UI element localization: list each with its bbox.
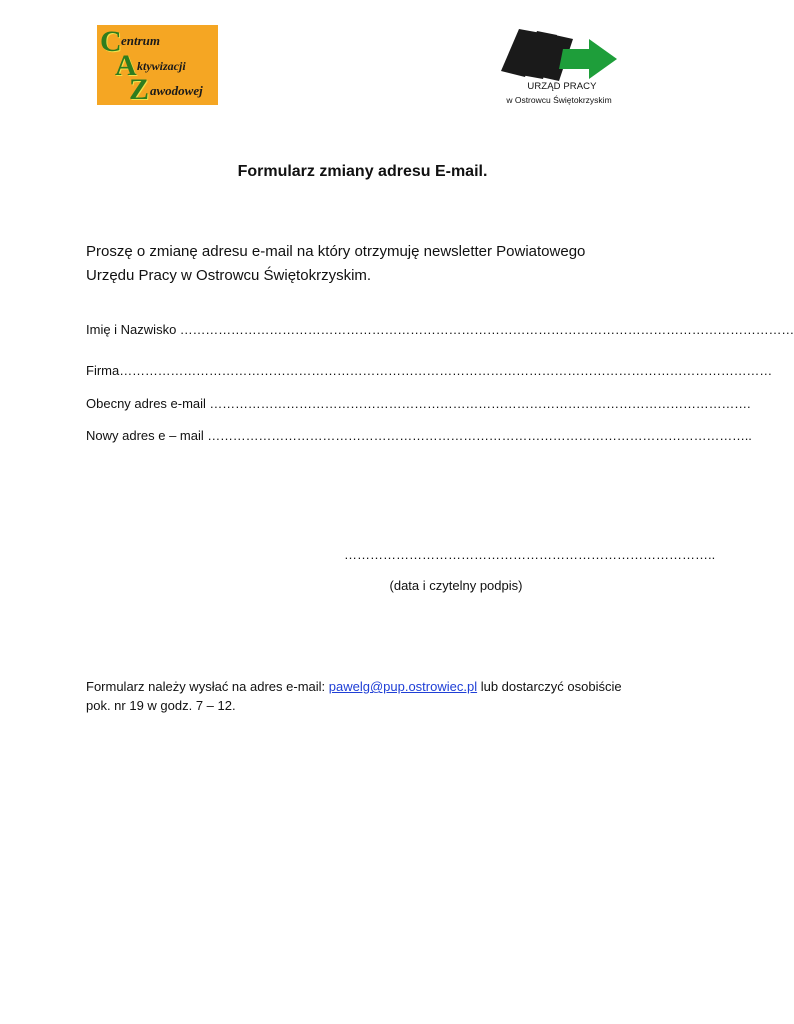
field-current-email-label: Obecny adres e-mail xyxy=(86,396,206,411)
footer-line-1 xyxy=(86,677,646,696)
pup-logo-line1: URZĄD PRACY xyxy=(527,81,597,92)
field-new-email-dots[interactable]: ……………………………………………………………………………………………………………….. xyxy=(203,428,752,443)
footer-email-link[interactable]: pawelg@pup.ostrowiec.pl xyxy=(328,679,478,694)
caz-letter-c: C xyxy=(100,25,122,58)
field-current-email-dots[interactable]: ………………………………………………………………………………………………………………. xyxy=(205,396,751,411)
intro-line-1: Proszę o zmianę adresu e-mail na który otrzymuję newsletter Powiatowego xyxy=(86,243,586,260)
field-company-label: Firma xyxy=(86,363,120,378)
signature-caption: (data i czytelny podpis) xyxy=(389,578,523,593)
footer-text-after: lub dostarczyć osobiście xyxy=(477,679,622,694)
footer-note xyxy=(86,677,646,715)
field-name[interactable] xyxy=(86,322,794,337)
document-title: Formularz zmiany adresu E-mail. xyxy=(237,163,488,180)
caz-row-2 xyxy=(97,49,218,82)
field-name-dots[interactable]: ……………………………………………………………………………………………………………………………… xyxy=(176,322,794,337)
field-company[interactable] xyxy=(86,363,773,378)
pup-logo xyxy=(497,27,621,111)
field-current-email[interactable] xyxy=(86,396,751,411)
caz-letter-z: Z xyxy=(129,73,150,106)
pup-logo-graphic xyxy=(497,27,621,83)
intro-paragraph xyxy=(86,240,646,288)
caz-word-aktywizacji: ktywizacji xyxy=(137,59,186,73)
caz-word-centrum: entrum xyxy=(121,33,161,48)
footer-line-2: pok. nr 19 w godz. 7 – 12. xyxy=(86,698,236,713)
field-new-email-label: Nowy adres e – mail xyxy=(86,428,204,443)
signature-line[interactable]: ………………………………………………………………………….. xyxy=(344,547,716,562)
field-new-email[interactable] xyxy=(86,428,752,443)
field-name-label: Imię i Nazwisko xyxy=(86,322,177,337)
field-company-dots[interactable]: ……………………………………………………………………………………………………………………………………… xyxy=(119,363,773,378)
pup-logo-line2: w Ostrowcu Świętokrzyskim xyxy=(506,95,612,105)
footer-text-before: Formularz należy wysłać na adres e-mail: xyxy=(86,679,329,694)
caz-word-zawodowej: awodowej xyxy=(150,83,203,98)
caz-letter-a: A xyxy=(115,49,137,82)
caz-logo xyxy=(97,25,218,105)
intro-line-2: Urzędu Pracy w Ostrowcu Świętokrzyskim. xyxy=(86,267,372,284)
caz-row-3 xyxy=(97,73,218,106)
